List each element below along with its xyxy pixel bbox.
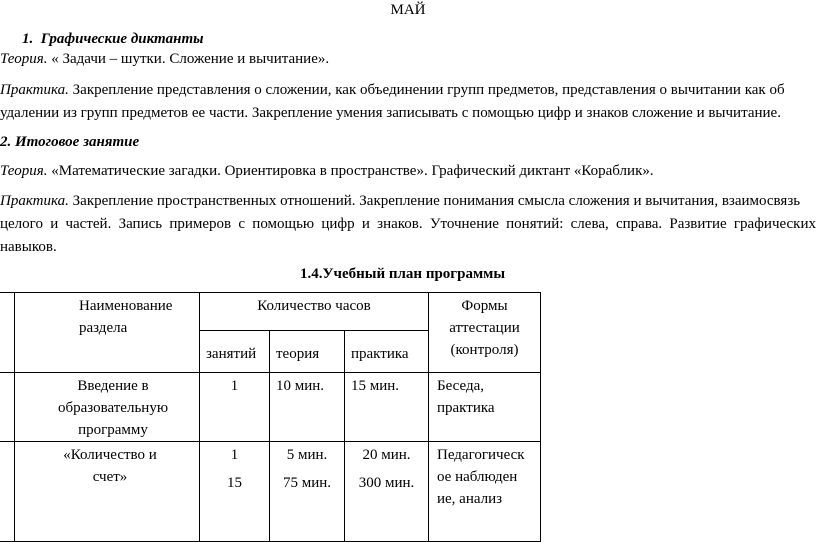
section1-practice-label: Практика. bbox=[0, 82, 69, 98]
section1-title: Графические диктанты bbox=[40, 31, 204, 47]
section1-heading bbox=[22, 31, 204, 48]
header-section-name: Наименование раздела bbox=[15, 293, 200, 373]
section1-practice-text1: Закрепление представления о сложении, как объединении групп предметов, представления о вычитании как об bbox=[68, 82, 785, 98]
section2-title: Итоговое занятие bbox=[15, 134, 140, 150]
row2-form: Педагогическое наблюдение, анализ bbox=[429, 442, 541, 542]
section2-theory-text: «Математические загадки. Ориентировка в пространстве». Графический диктант «Кораблик». bbox=[47, 163, 654, 179]
section1-practice-line1 bbox=[0, 82, 816, 99]
section1-theory bbox=[0, 51, 329, 68]
table-cell-empty bbox=[0, 373, 15, 442]
table-cell-empty bbox=[0, 293, 15, 373]
row2-name: «Количество и счет» bbox=[15, 442, 200, 542]
plan-table bbox=[0, 292, 541, 542]
row2-practice: 20 мин. 300 мин. bbox=[345, 442, 429, 542]
section2-heading bbox=[0, 134, 139, 151]
section2-practice-line3: навыков. bbox=[0, 239, 57, 255]
section2-number: 2. bbox=[0, 134, 12, 150]
header-theory: теория bbox=[270, 331, 345, 373]
section2-practice-line2: целого и частей. Запись примеров с помощью цифр и знаков. Уточнение понятий: слева, справа. Развитие графических bbox=[0, 216, 816, 232]
row1-form: Беседа, практика bbox=[429, 373, 541, 442]
row2-theory: 5 мин. 75 мин. bbox=[270, 442, 345, 542]
table-row bbox=[0, 373, 541, 442]
table-cell-empty bbox=[0, 442, 15, 542]
row1-practice: 15 мин. bbox=[345, 373, 429, 442]
row1-name: Введение в образовательную программу bbox=[15, 373, 200, 442]
row1-lessons: 1 bbox=[200, 373, 270, 442]
month-heading: МАЙ bbox=[390, 2, 426, 18]
section2-theory bbox=[0, 163, 654, 180]
plan-heading: 1.4.Учебный план программы bbox=[300, 266, 506, 282]
row2-lessons: 1 15 bbox=[200, 442, 270, 542]
section1-practice-line2: удалении из групп предметов ее части. Закрепление умения записывать с помощью цифр и знаков сложение и вычитание. bbox=[0, 105, 781, 121]
table-header-row bbox=[0, 293, 541, 331]
section1-theory-text: « Задачи – шутки. Сложение и вычитание». bbox=[47, 51, 330, 67]
row1-theory: 10 мин. bbox=[270, 373, 345, 442]
section2-practice-label: Практика. bbox=[0, 193, 69, 209]
header-forms: Формы аттестации (контроля) bbox=[429, 293, 541, 373]
header-lessons: занятий bbox=[200, 331, 270, 373]
section2-practice-text1: Закрепление пространственных отношений. Закрепление понимания смысла сложения и вычитания, взаимосвязь bbox=[68, 193, 801, 209]
section2-practice-line1 bbox=[0, 193, 800, 210]
header-practice: практика bbox=[345, 331, 429, 373]
section2-theory-label: Теория. bbox=[0, 163, 48, 179]
table-row bbox=[0, 442, 541, 542]
section1-number: 1. bbox=[22, 31, 34, 47]
section1-theory-label: Теория. bbox=[0, 51, 48, 67]
header-hours: Количество часов bbox=[200, 293, 429, 331]
